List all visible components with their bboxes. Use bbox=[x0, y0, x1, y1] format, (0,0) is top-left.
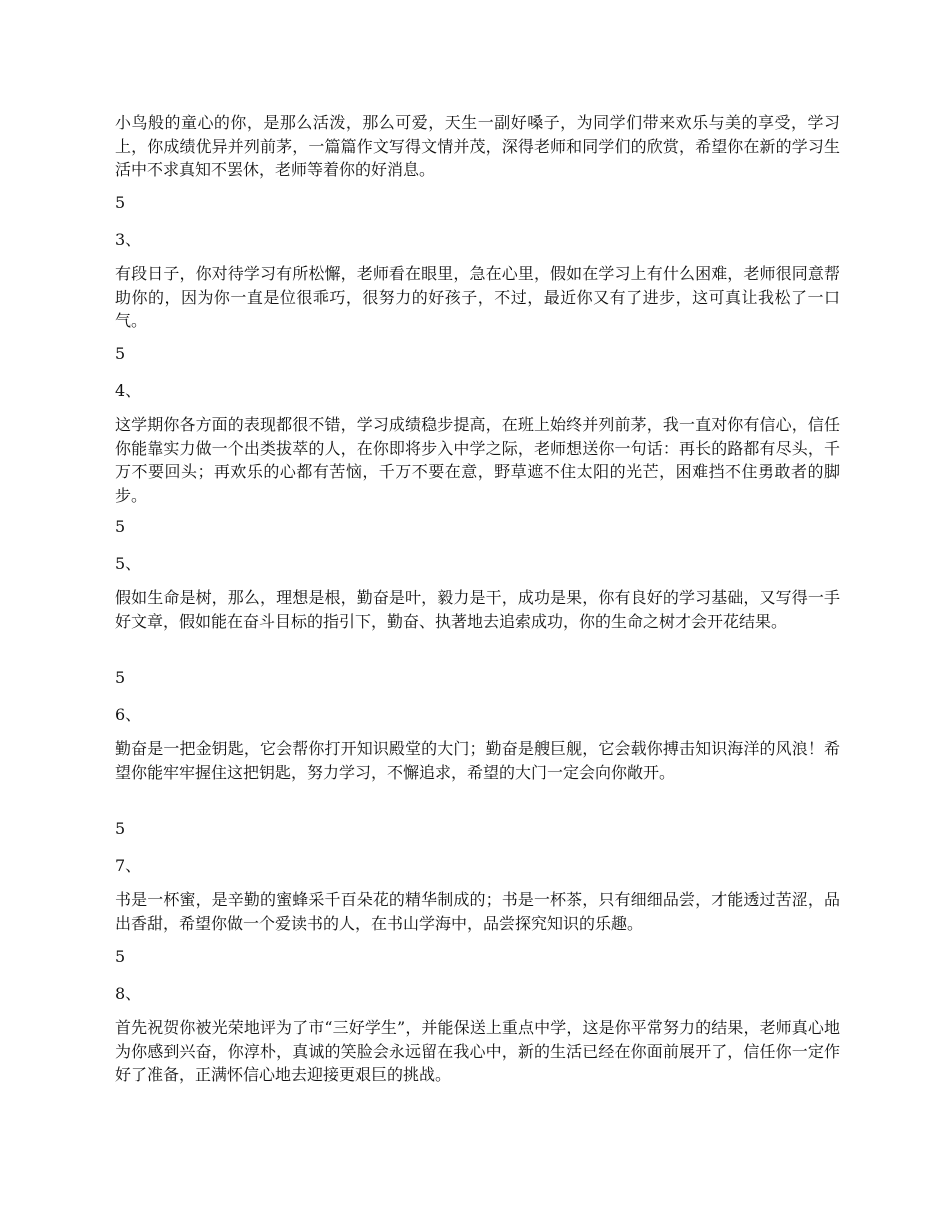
score-label: 5 bbox=[115, 193, 126, 212]
entry-number: 7、 bbox=[115, 856, 142, 875]
score-label: 5 bbox=[115, 819, 126, 838]
entry-number: 8、 bbox=[115, 984, 142, 1003]
entry-number: 4、 bbox=[115, 381, 142, 400]
entry-paragraph: 勤奋是一把金钥匙，它会帮你打开知识殿堂的大门；勤奋是艘巨舰，它会载你搏击知识海洋的风浪！希望你能牢牢握住这把钥匙，努力学习，不懈追求，希望的大门一定会向你敞开。 bbox=[115, 739, 840, 782]
entry-number: 3、 bbox=[115, 230, 142, 249]
score-label: 5 bbox=[115, 947, 126, 966]
score-label: 5 bbox=[115, 517, 126, 536]
score-label: 5 bbox=[115, 668, 126, 687]
entry-number: 6、 bbox=[115, 705, 142, 724]
entry-paragraph: 首先祝贺你被光荣地评为了市“三好学生”，并能保送上重点中学，这是你平常努力的结果，老师真心地为你感到兴奋，你淳朴，真诚的笑脸会永远留在我心中，新的生活已经在你面前展开了，信任你一定作好了准备，正满怀信心地去迎接更艰巨的挑战。 bbox=[115, 1018, 840, 1084]
entry-paragraph: 假如生命是树，那么，理想是根，勤奋是叶，毅力是干，成功是果，你有良好的学习基础，又写得一手好文章，假如能在奋斗目标的指引下，勤奋、执著地去追索成功，你的生命之树才会开花结果。 bbox=[115, 588, 840, 631]
entry-number: 5、 bbox=[115, 554, 142, 573]
intro-paragraph: 小鸟般的童心的你，是那么活泼，那么可爱，天生一副好嗓子，为同学们带来欢乐与美的享受，学习上，你成绩优异并列前茅，一篇篇作文写得文情并茂，深得老师和同学们的欣赏，希望你在新的学习生活中不求真知不罢休，老师等着你的好消息。 bbox=[115, 113, 840, 179]
entry-paragraph: 书是一杯蜜，是辛勤的蜜蜂采千百朵花的精华制成的；书是一杯茶，只有细细品尝，才能透过苦涩，品出香甜，希望你做一个爱读书的人，在书山学海中，品尝探究知识的乐趣。 bbox=[115, 890, 840, 933]
entry-paragraph: 这学期你各方面的表现都很不错，学习成绩稳步提高，在班上始终并列前茅，我一直对你有信心，信任你能靠实力做一个出类拔萃的人，在你即将步入中学之际，老师想送你一句话：再长的路都有尽头，千万不要回头；再欢乐的心都有苦恼，千万不要在意，野草遮不住太阳的光芒，困难挡不住勇敢者的脚步。 bbox=[115, 415, 840, 505]
score-label: 5 bbox=[115, 344, 126, 363]
entry-paragraph: 有段日子，你对待学习有所松懈，老师看在眼里，急在心里，假如在学习上有什么困难，老师很同意帮助你的，因为你一直是位很乖巧，很努力的好孩子，不过，最近你又有了进步，这可真让我松了一口气。 bbox=[115, 264, 840, 330]
